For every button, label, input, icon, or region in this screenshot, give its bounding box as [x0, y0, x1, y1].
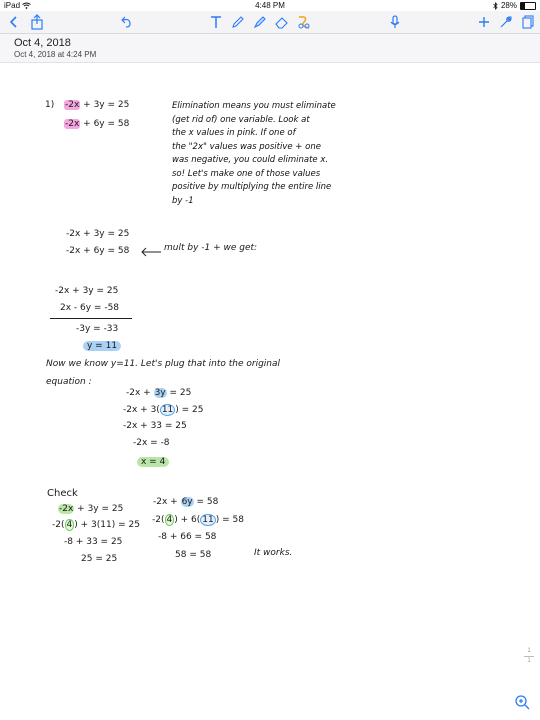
sum-line — [50, 318, 132, 319]
check-left-2 — [52, 520, 140, 530]
settings-button[interactable] — [498, 14, 514, 30]
check-heading: Check — [47, 488, 78, 499]
note-title[interactable]: Oct 4, 2018 — [14, 37, 71, 49]
check-left-1 — [58, 504, 123, 514]
substitution-note-line-2: equation : — [46, 377, 92, 387]
x-result-highlight: x = 4 — [137, 457, 169, 467]
y-value-circle: 11 — [161, 405, 174, 415]
para-line: by -1 — [172, 195, 194, 206]
battery-icon — [520, 2, 536, 10]
step1-equation-1: -2x + 3y = 25 — [66, 229, 130, 239]
undo-button[interactable] — [118, 14, 134, 30]
pages-icon — [520, 14, 536, 30]
para-line: was negative, you could eliminate x. — [172, 155, 329, 165]
zoom-icon[interactable] — [514, 694, 530, 710]
system-equation-2 — [64, 119, 129, 129]
x-value-circle: 4 — [66, 520, 73, 530]
para-line: positive by multiplying the entire line — [172, 182, 332, 192]
sub-equation-2 — [123, 405, 204, 415]
share-icon — [29, 14, 45, 30]
plus-icon — [476, 14, 492, 30]
eq-part: -2( — [52, 520, 65, 530]
pen-tool-button[interactable] — [230, 14, 246, 30]
sub-equation-1 — [126, 388, 191, 398]
sub-equation-4: -2x = -8 — [133, 438, 170, 448]
eq-part: ) + 3(11) = 25 — [74, 520, 140, 530]
back-button[interactable] — [6, 14, 22, 30]
problem-number: 1) — [45, 100, 55, 110]
it-works-note: It works. — [254, 548, 293, 558]
check-left-3: -8 + 33 = 25 — [64, 537, 123, 547]
eq-part: ) + 6( — [174, 515, 201, 525]
chevron-left-icon — [6, 14, 22, 30]
check-left-4: 25 = 25 — [81, 554, 118, 564]
note-header — [0, 34, 540, 63]
x-term-highlight: -2x — [59, 504, 74, 514]
step2-equation-1: -2x + 3y = 25 — [55, 286, 119, 296]
eraser-icon — [274, 14, 290, 30]
x-value-circle: 4 — [166, 515, 173, 525]
sub-equation-3: -2x + 33 = 25 — [123, 421, 187, 431]
x-term-highlight: -2x — [65, 119, 80, 129]
microphone-button[interactable] — [387, 14, 403, 30]
device-name: iPad — [4, 1, 21, 10]
add-button[interactable] — [476, 14, 492, 30]
page-indicator[interactable] — [524, 648, 534, 665]
share-button[interactable] — [29, 14, 45, 30]
y-value-circle: 11 — [202, 515, 214, 525]
pages-button[interactable] — [520, 14, 536, 30]
y-result-highlight: y = 11 — [83, 341, 121, 351]
pen-icon — [230, 14, 246, 30]
eq-rest: + 6y = 58 — [80, 119, 130, 129]
page-current: 1 — [527, 648, 531, 654]
lasso-icon — [296, 14, 312, 30]
undo-icon — [118, 14, 134, 30]
eq-part: = 58 — [193, 497, 219, 507]
eraser-tool-button[interactable] — [274, 14, 290, 30]
lasso-tool-button[interactable] — [296, 14, 312, 30]
battery-percent: 28% — [500, 1, 517, 10]
microphone-icon — [387, 14, 403, 30]
eq-part: -2( — [152, 515, 165, 525]
highlighter-tool-button[interactable] — [252, 14, 268, 30]
para-line: the x values in pink. If one of — [172, 128, 296, 138]
check-right-2 — [152, 515, 244, 525]
toolbar — [0, 11, 540, 34]
page-divider — [524, 656, 534, 657]
eq-part: ) = 25 — [175, 405, 204, 415]
note-timestamp: Oct 4, 2018 at 4:24 PM — [14, 50, 97, 59]
check-right-1 — [153, 497, 218, 507]
y-term-highlight: 3y — [154, 388, 166, 398]
battery-status — [493, 0, 536, 11]
para-line: so! Let's make one of those values — [172, 168, 321, 179]
highlighter-icon — [252, 14, 268, 30]
eq-part: -2x + 3( — [123, 405, 160, 415]
clock: 4:48 PM — [255, 1, 285, 10]
y-term-highlight: 6y — [181, 497, 193, 507]
page-total: 1 — [527, 658, 531, 664]
eq-part: = 25 — [166, 388, 192, 398]
check-right-4: 58 = 58 — [175, 550, 212, 560]
substitution-note-line-1: Now we know y=11. Let's plug that into the original — [46, 359, 281, 369]
text-tool-icon — [208, 14, 224, 30]
wrench-icon — [498, 14, 514, 30]
explanation-paragraph — [172, 100, 392, 208]
system-equation-1 — [64, 100, 129, 110]
eq-part: -2x + — [126, 388, 154, 398]
note-page[interactable] — [0, 63, 540, 720]
step1-equation-2: -2x + 6y = 58 — [66, 246, 130, 256]
check-right-3: -8 + 66 = 58 — [158, 532, 217, 542]
step2-sum: -3y = -33 — [76, 324, 119, 334]
eq-part: + 3y = 25 — [74, 504, 124, 514]
para-line: Elimination means you must eliminate — [172, 101, 336, 111]
para-line: (get rid of) one variable. Look at — [172, 114, 310, 125]
text-tool-button[interactable] — [208, 14, 224, 30]
arrow-left-icon — [140, 247, 162, 257]
y-result — [83, 341, 121, 351]
battery-fill — [521, 3, 525, 9]
multiply-note: mult by -1 + we get: — [164, 243, 258, 253]
x-term-highlight: -2x — [65, 100, 80, 110]
eq-rest: + 3y = 25 — [80, 100, 130, 110]
status-bar — [0, 0, 540, 11]
para-line: the "2x" values was positive + one — [172, 141, 321, 152]
bluetooth-icon — [493, 2, 498, 10]
eq-part: -2x + — [153, 497, 181, 507]
x-result — [137, 457, 169, 467]
step2-equation-2: 2x - 6y = -58 — [60, 303, 120, 313]
eq-part: ) = 58 — [215, 515, 244, 525]
